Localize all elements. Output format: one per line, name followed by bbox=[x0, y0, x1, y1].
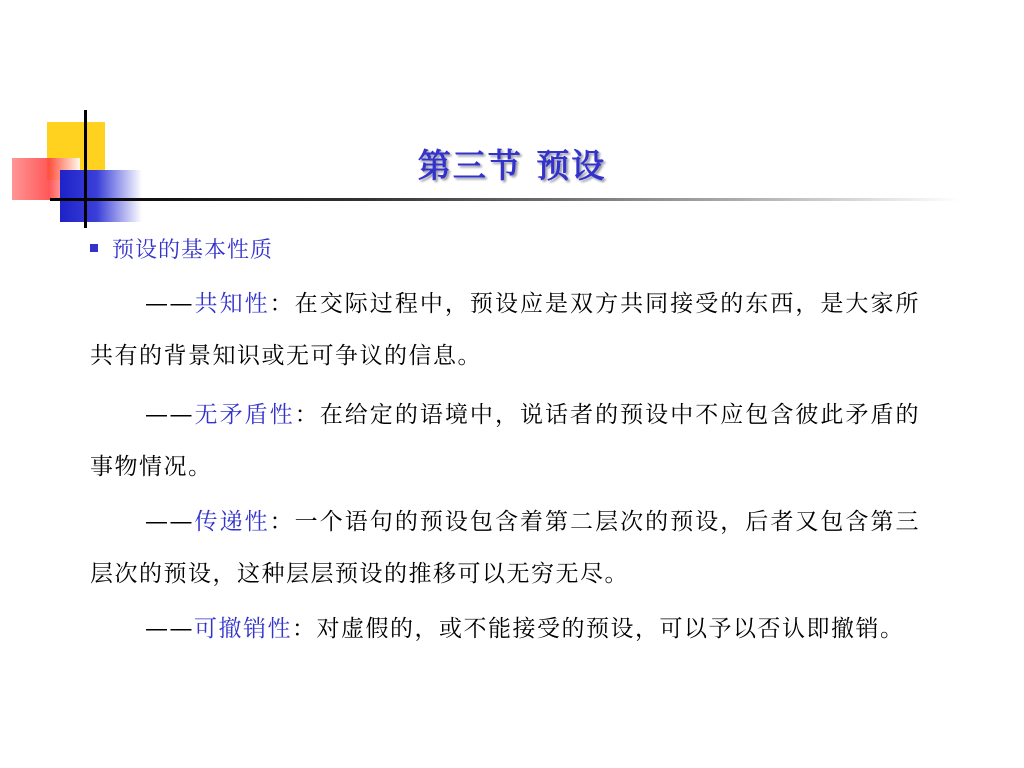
paragraph-term: 传递性 bbox=[194, 509, 270, 535]
paragraph-text: ：在交际过程中，预设应是双方共同接受的东西，是大家所共有的背景知识或无可争议的信息。 bbox=[90, 291, 921, 369]
paragraph-text: ：对虚假的，或不能接受的预设，可以予以否认即撤销。 bbox=[292, 616, 905, 642]
paragraph-common-knowledge bbox=[90, 278, 920, 382]
slide-title: 第三节 预设 bbox=[417, 146, 607, 185]
paragraph-term: 共知性 bbox=[194, 291, 270, 317]
paragraph-text: ：在给定的语境中，说话者的预设中不应包含彼此矛盾的事物情况。 bbox=[90, 402, 921, 480]
paragraph-defeasibility bbox=[90, 603, 920, 655]
paragraph-text: ：一个语句的预设包含着第二层次的预设，后者又包含第三层次的预设，这种层层预设的推移可以无穷无尽。 bbox=[90, 509, 921, 587]
paragraph-transitivity bbox=[90, 496, 920, 600]
paragraph-dash: —— bbox=[145, 291, 194, 317]
bullet-heading: 预设的基本性质 bbox=[112, 237, 274, 263]
title-underline bbox=[50, 198, 960, 201]
paragraph-dash: —— bbox=[145, 616, 194, 642]
paragraph-dash: —— bbox=[145, 402, 194, 428]
paragraph-non-contradiction bbox=[90, 389, 920, 493]
bullet-row bbox=[90, 233, 273, 263]
deco-vertical-line bbox=[84, 110, 87, 228]
bullet-square-icon bbox=[90, 244, 98, 252]
paragraph-dash: —— bbox=[145, 509, 194, 535]
paragraph-term: 可撤销性 bbox=[194, 616, 292, 642]
deco-blue-block bbox=[60, 170, 142, 222]
paragraph-term: 无矛盾性 bbox=[194, 402, 295, 428]
